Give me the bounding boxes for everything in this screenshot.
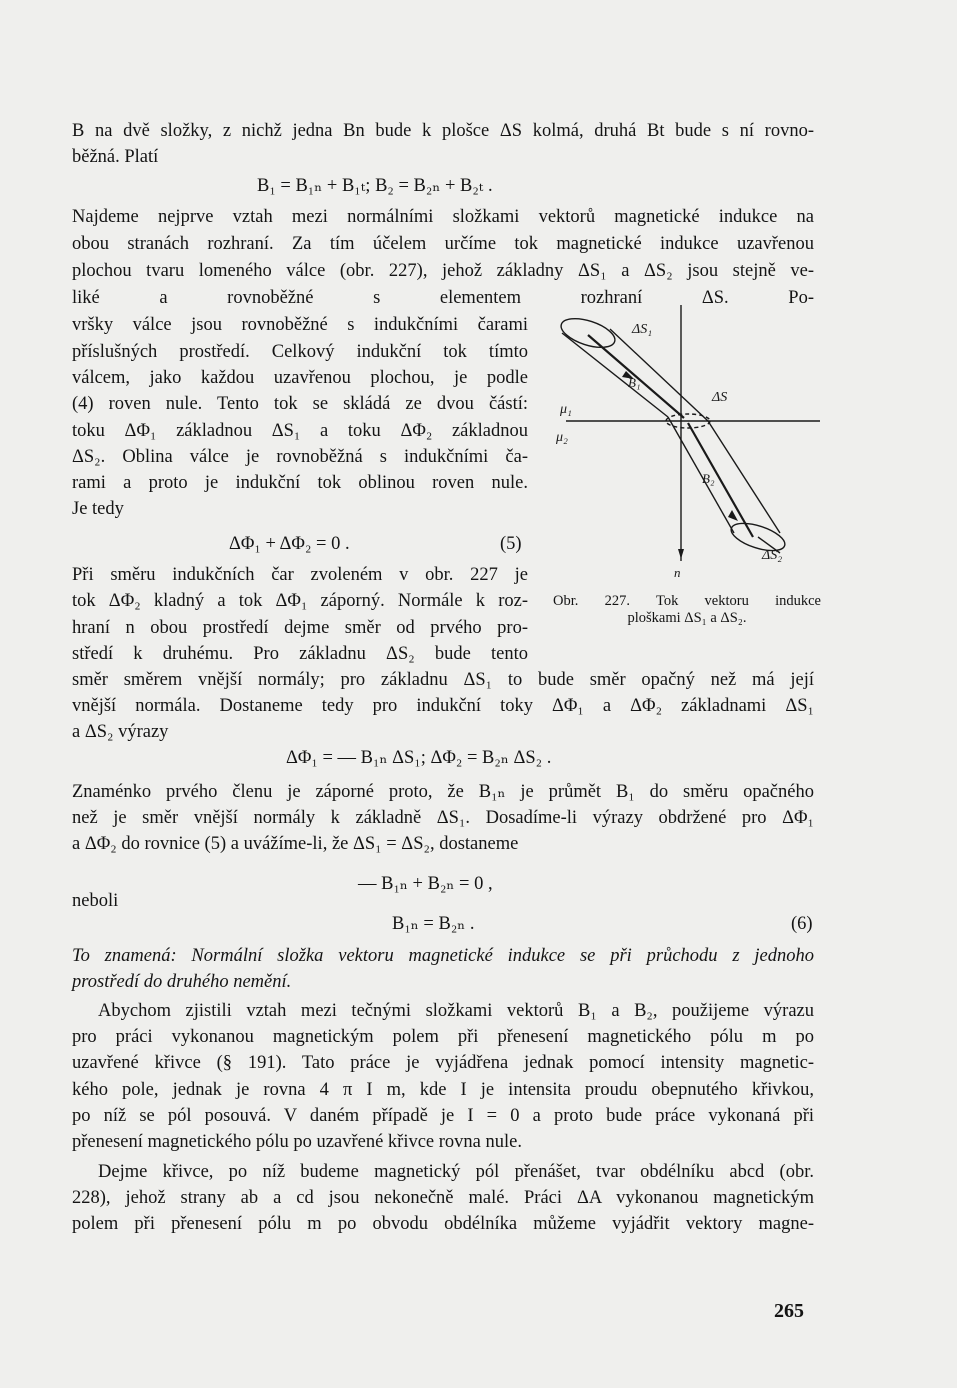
label-B1: B₁ xyxy=(628,375,641,390)
text-line: pro práci vykonanou magnetickým polem při přenesení magnetického pólu m po xyxy=(72,1027,814,1047)
text-line: po níž se pól posouvá. V daném případě je I = 0 a proto bude práce vykonaná při xyxy=(72,1106,814,1126)
caption-line: Obr. 227. Tok vektoru indukce xyxy=(553,593,821,609)
text-line: přenesení magnetického pólu po uzavřené křivce rovna nule. xyxy=(72,1132,522,1152)
text-line: směr směrem vnější normály; pro základnu ΔS₁ to bude směr opačný než má její xyxy=(72,670,814,690)
equation-sum: — B₁ₙ + B₂ₙ = 0 , xyxy=(358,874,493,894)
text-line: rami a proto je indukční tok oblinou roven nule. xyxy=(72,473,528,493)
text-line: válcem, jako každou uzavřenou plochou, je podle xyxy=(72,368,528,388)
cylinder-side-upper xyxy=(562,333,668,417)
text-line: a ΔΦ₂ do rovnice (5) a uvážíme-li, že ΔS₁ = ΔS₂, dostaneme xyxy=(72,834,519,854)
text-line: toku ΔΦ₁ základnou ΔS₁ a toku ΔΦ₂ základnou xyxy=(72,421,528,441)
arrowhead-B2 xyxy=(728,510,738,521)
text-line: uzavřené křivce (§ 191). Tato práce je vyjádřena jednak pomocí intensity magnetic- xyxy=(72,1053,814,1073)
text-line: obou stranách rozhraní. Za tím účelem určíme tok magnetické indukce uzavřenou xyxy=(72,234,814,254)
cylinder-side-lower xyxy=(668,417,734,533)
equation-5-number: (5) xyxy=(500,534,522,554)
text-line: a ΔS₂ výrazy xyxy=(72,722,169,742)
figure-caption xyxy=(553,593,821,627)
text-line: polem při přenesení pólu m po obvodu obdélníka můžeme vyjádřit vektory magne- xyxy=(72,1214,814,1234)
page-number: 265 xyxy=(774,1300,804,1322)
figure-227-diagram xyxy=(548,305,823,590)
label-mu2: μ₂ xyxy=(556,430,568,445)
equation-6: B₁ₙ = B₂ₙ . xyxy=(392,914,475,934)
text-line: Je tedy xyxy=(72,499,124,519)
text-line: než je směr vnější normály k základně ΔS₁. Dosadíme-li výrazy obdržené pro ΔΦ₁ xyxy=(72,808,814,828)
text-line: vršky válce jsou rovnoběžné s indukčními čarami xyxy=(72,315,528,335)
text-line: ΔS₂. Oblina válce je rovnoběžná s indukčními ča- xyxy=(72,447,528,467)
text-line: tok ΔΦ₂ kladný a tok ΔΦ₁ záporný. Normále k roz- xyxy=(72,591,528,611)
text-line: Znaménko prvého členu je záporné proto, že B₁ₙ je průmět B₁ do směru opačného xyxy=(72,782,814,802)
equation-5: ΔΦ₁ + ΔΦ₂ = 0 . xyxy=(229,534,350,554)
text-line: liké a rovnoběžné s elementem rozhraní ΔS. Po- xyxy=(72,288,814,308)
text-line: Abychom zjistili vztah mezi tečnými složkami vektorů B₁ a B₂, použijeme výrazu xyxy=(98,1001,814,1021)
label-dS1: ΔS₁ xyxy=(632,322,653,337)
text-line: B na dvě složky, z nichž jedna Bn bude k plošce ΔS kolmá, druhá Bt bude s ní rovno- xyxy=(72,121,814,141)
text-line: hraní n obou prostředí dejme směr od prvého pro- xyxy=(72,618,528,638)
text-line: neboli xyxy=(72,891,119,911)
text-line: Dejme křivce, po níž budeme magnetický pól přenášet, tvar obdélníku abcd (obr. xyxy=(98,1162,814,1182)
equation-components: B₁ = B₁ₙ + B₁ₜ; B₂ = B₂ₙ + B₂ₜ . xyxy=(257,176,493,196)
text-line: středí k druhému. Pro základnu ΔS₂ bude tento xyxy=(72,644,528,664)
text-line: běžná. Platí xyxy=(72,147,159,167)
label-mu1: μ₁ xyxy=(560,402,572,417)
base-dS1-ellipse xyxy=(558,313,619,353)
text-line: vnější normála. Dostaneme tedy pro indukční toky ΔΦ₁ a ΔΦ₂ základnami ΔS₁ xyxy=(72,696,814,716)
text-line: kého pole, jednak je rovna 4 π I m, kde I je intensita proudu obepnutého křivkou, xyxy=(72,1080,814,1100)
equation-fluxes: ΔΦ₁ = — B₁ₙ ΔS₁; ΔΦ₂ = B₂ₙ ΔS₂ . xyxy=(286,748,552,768)
text-line: plochou tvaru lomeného válce (obr. 227), jehož základny ΔS₁ a ΔS₂ jsou stejně ve- xyxy=(72,261,814,281)
equation-6-number: (6) xyxy=(791,914,813,934)
text-line: Najdeme nejprve vztah mezi normálními složkami vektorů magnetické indukce na xyxy=(72,207,814,227)
label-n: n xyxy=(674,565,681,580)
label-B2: B₂ xyxy=(702,471,715,486)
text-line: příslušných prostředí. Celkový indukční tok tímto xyxy=(72,342,528,362)
label-dS: ΔS xyxy=(712,390,728,405)
label-dS2: ΔS₂ xyxy=(762,548,783,563)
arrowhead-n xyxy=(678,549,684,559)
text-line: 228), jehož strany ab a cd jsou nekonečně malé. Práci ΔA vykonanou magnetickým xyxy=(72,1188,814,1208)
text-line: Při směru indukčních čar zvoleném v obr. 227 je xyxy=(72,565,528,585)
text-line: (4) roven nule. Tento tok se skládá ze dvou částí: xyxy=(72,394,528,414)
caption-line: ploškami ΔS₁ a ΔS₂. xyxy=(627,610,747,626)
text-line: To znamená: Normální složka vektoru magnetické indukce se při průchodu z jednoho xyxy=(72,946,814,966)
text-line: prostředí do druhého nemění. xyxy=(72,972,292,992)
